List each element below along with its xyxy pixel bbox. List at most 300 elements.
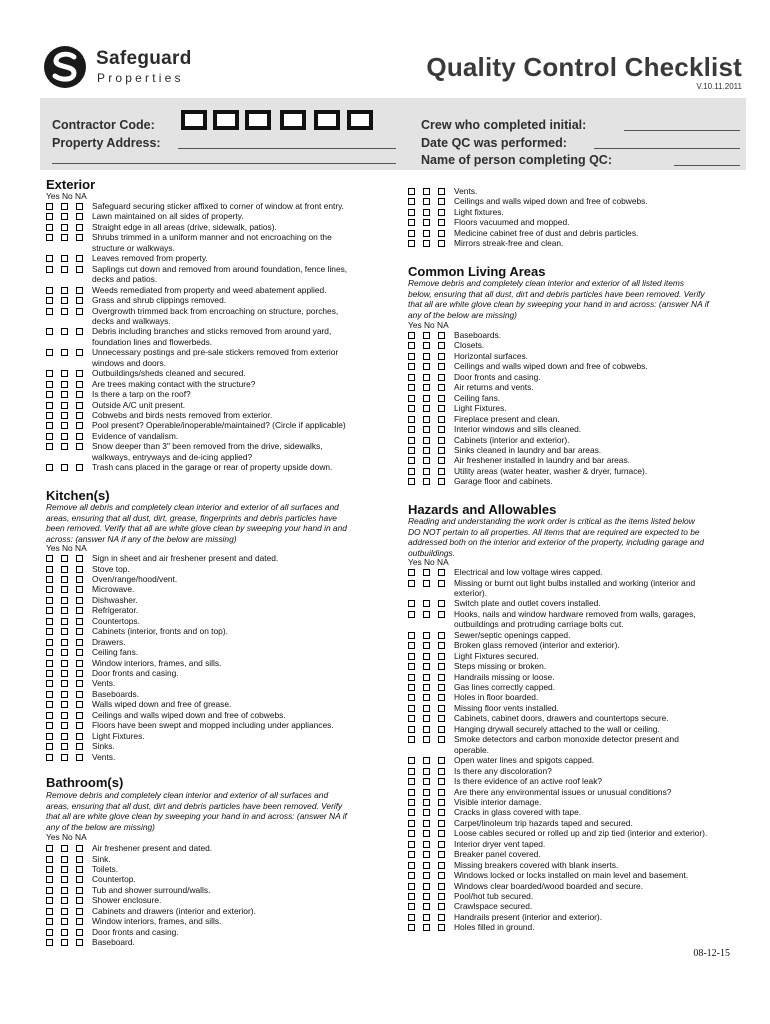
checkbox-no[interactable] (61, 866, 68, 873)
checkbox-na[interactable] (438, 416, 445, 423)
checkbox-no[interactable] (61, 733, 68, 740)
checkbox-na[interactable] (438, 757, 445, 764)
contractor-code-box-2[interactable] (213, 110, 239, 130)
checkbox-na[interactable] (76, 370, 83, 377)
checkbox-yes[interactable] (46, 328, 53, 335)
checkbox-yes[interactable] (408, 384, 415, 391)
checkbox-na[interactable] (438, 437, 445, 444)
checkbox-na[interactable] (438, 363, 445, 370)
checkbox-no[interactable] (423, 715, 430, 722)
checkbox-no[interactable] (61, 691, 68, 698)
checkbox-no[interactable] (423, 914, 430, 921)
checkbox-yes[interactable] (408, 694, 415, 701)
checkbox-no[interactable] (61, 203, 68, 210)
checkbox-no[interactable] (61, 443, 68, 450)
checkbox-no[interactable] (61, 897, 68, 904)
checkbox-no[interactable] (423, 611, 430, 618)
checkbox-na[interactable] (438, 820, 445, 827)
checkbox-na[interactable] (76, 566, 83, 573)
checkbox-yes[interactable] (46, 464, 53, 471)
checkbox-yes[interactable] (408, 468, 415, 475)
checkbox-yes[interactable] (46, 297, 53, 304)
checkbox-no[interactable] (423, 353, 430, 360)
checkbox-na[interactable] (76, 213, 83, 220)
checkbox-no[interactable] (423, 663, 430, 670)
checkbox-na[interactable] (438, 209, 445, 216)
checkbox-yes[interactable] (408, 198, 415, 205)
checkbox-yes[interactable] (46, 939, 53, 946)
checkbox-na[interactable] (76, 722, 83, 729)
checkbox-yes[interactable] (46, 443, 53, 450)
checkbox-na[interactable] (76, 743, 83, 750)
checkbox-no[interactable] (61, 586, 68, 593)
checkbox-yes[interactable] (46, 680, 53, 687)
checkbox-na[interactable] (76, 308, 83, 315)
checkbox-no[interactable] (423, 789, 430, 796)
checkbox-na[interactable] (438, 736, 445, 743)
checkbox-na[interactable] (438, 883, 445, 890)
checkbox-yes[interactable] (46, 660, 53, 667)
checkbox-no[interactable] (423, 405, 430, 412)
checkbox-yes[interactable] (46, 607, 53, 614)
checkbox-yes[interactable] (46, 555, 53, 562)
checkbox-no[interactable] (423, 872, 430, 879)
crew-line[interactable] (624, 130, 740, 131)
checkbox-na[interactable] (438, 600, 445, 607)
checkbox-no[interactable] (61, 234, 68, 241)
checkbox-yes[interactable] (408, 478, 415, 485)
checkbox-yes[interactable] (408, 830, 415, 837)
checkbox-no[interactable] (423, 893, 430, 900)
checkbox-yes[interactable] (408, 416, 415, 423)
checkbox-no[interactable] (423, 726, 430, 733)
checkbox-no[interactable] (61, 308, 68, 315)
checkbox-yes[interactable] (46, 213, 53, 220)
checkbox-yes[interactable] (46, 381, 53, 388)
checkbox-na[interactable] (76, 597, 83, 604)
checkbox-yes[interactable] (408, 663, 415, 670)
checkbox-na[interactable] (438, 872, 445, 879)
checkbox-na[interactable] (76, 443, 83, 450)
checkbox-na[interactable] (438, 778, 445, 785)
checkbox-yes[interactable] (46, 349, 53, 356)
checkbox-no[interactable] (61, 628, 68, 635)
checkbox-no[interactable] (423, 883, 430, 890)
checkbox-no[interactable] (61, 370, 68, 377)
checkbox-no[interactable] (423, 903, 430, 910)
checkbox-yes[interactable] (408, 872, 415, 879)
checkbox-na[interactable] (438, 642, 445, 649)
checkbox-yes[interactable] (408, 914, 415, 921)
checkbox-na[interactable] (76, 576, 83, 583)
checkbox-yes[interactable] (408, 395, 415, 402)
checkbox-na[interactable] (438, 862, 445, 869)
checkbox-yes[interactable] (46, 255, 53, 262)
checkbox-na[interactable] (76, 297, 83, 304)
checkbox-yes[interactable] (408, 642, 415, 649)
checkbox-no[interactable] (423, 219, 430, 226)
checkbox-no[interactable] (423, 674, 430, 681)
checkbox-no[interactable] (423, 374, 430, 381)
checkbox-na[interactable] (438, 684, 445, 691)
checkbox-na[interactable] (76, 649, 83, 656)
checkbox-yes[interactable] (46, 845, 53, 852)
checkbox-no[interactable] (61, 349, 68, 356)
checkbox-no[interactable] (61, 712, 68, 719)
checkbox-na[interactable] (76, 639, 83, 646)
checkbox-yes[interactable] (408, 569, 415, 576)
checkbox-yes[interactable] (46, 287, 53, 294)
checkbox-no[interactable] (61, 845, 68, 852)
checkbox-yes[interactable] (46, 712, 53, 719)
checkbox-na[interactable] (76, 691, 83, 698)
checkbox-no[interactable] (61, 618, 68, 625)
contractor-code-box-1[interactable] (181, 110, 207, 130)
checkbox-na[interactable] (438, 830, 445, 837)
checkbox-no[interactable] (423, 694, 430, 701)
checkbox-yes[interactable] (46, 918, 53, 925)
checkbox-na[interactable] (76, 607, 83, 614)
checkbox-no[interactable] (61, 555, 68, 562)
checkbox-na[interactable] (76, 328, 83, 335)
checkbox-na[interactable] (76, 887, 83, 894)
checkbox-yes[interactable] (408, 437, 415, 444)
checkbox-na[interactable] (76, 897, 83, 904)
checkbox-no[interactable] (423, 209, 430, 216)
checkbox-no[interactable] (423, 447, 430, 454)
checkbox-na[interactable] (76, 402, 83, 409)
checkbox-na[interactable] (76, 555, 83, 562)
checkbox-na[interactable] (76, 680, 83, 687)
checkbox-yes[interactable] (46, 670, 53, 677)
checkbox-no[interactable] (61, 224, 68, 231)
checkbox-no[interactable] (61, 856, 68, 863)
checkbox-yes[interactable] (408, 353, 415, 360)
checkbox-no[interactable] (423, 569, 430, 576)
checkbox-na[interactable] (438, 426, 445, 433)
checkbox-no[interactable] (61, 422, 68, 429)
checkbox-no[interactable] (61, 680, 68, 687)
checkbox-yes[interactable] (408, 653, 415, 660)
checkbox-na[interactable] (438, 799, 445, 806)
checkbox-no[interactable] (423, 924, 430, 931)
checkbox-yes[interactable] (46, 618, 53, 625)
checkbox-yes[interactable] (46, 224, 53, 231)
contractor-code-box-3[interactable] (245, 110, 271, 130)
checkbox-no[interactable] (61, 412, 68, 419)
checkbox-yes[interactable] (408, 332, 415, 339)
checkbox-yes[interactable] (408, 789, 415, 796)
checkbox-na[interactable] (438, 726, 445, 733)
checkbox-na[interactable] (76, 929, 83, 936)
checkbox-yes[interactable] (46, 929, 53, 936)
checkbox-yes[interactable] (408, 363, 415, 370)
checkbox-no[interactable] (423, 778, 430, 785)
checkbox-na[interactable] (438, 219, 445, 226)
checkbox-no[interactable] (423, 426, 430, 433)
checkbox-na[interactable] (438, 478, 445, 485)
checkbox-yes[interactable] (46, 743, 53, 750)
checkbox-na[interactable] (76, 939, 83, 946)
checkbox-yes[interactable] (408, 230, 415, 237)
checkbox-na[interactable] (76, 266, 83, 273)
checkbox-na[interactable] (438, 569, 445, 576)
checkbox-na[interactable] (438, 374, 445, 381)
checkbox-na[interactable] (76, 712, 83, 719)
checkbox-yes[interactable] (46, 422, 53, 429)
checkbox-no[interactable] (61, 887, 68, 894)
checkbox-yes[interactable] (46, 649, 53, 656)
checkbox-no[interactable] (423, 809, 430, 816)
checkbox-no[interactable] (61, 649, 68, 656)
checkbox-no[interactable] (423, 851, 430, 858)
checkbox-na[interactable] (438, 342, 445, 349)
checkbox-no[interactable] (423, 642, 430, 649)
checkbox-na[interactable] (76, 234, 83, 241)
checkbox-na[interactable] (438, 924, 445, 931)
checkbox-no[interactable] (61, 255, 68, 262)
checkbox-na[interactable] (76, 876, 83, 883)
checkbox-na[interactable] (76, 203, 83, 210)
checkbox-yes[interactable] (408, 457, 415, 464)
checkbox-no[interactable] (61, 576, 68, 583)
checkbox-na[interactable] (438, 694, 445, 701)
checkbox-yes[interactable] (408, 809, 415, 816)
checkbox-yes[interactable] (46, 234, 53, 241)
checkbox-na[interactable] (438, 332, 445, 339)
checkbox-no[interactable] (423, 468, 430, 475)
checkbox-no[interactable] (61, 639, 68, 646)
checkbox-yes[interactable] (408, 611, 415, 618)
checkbox-na[interactable] (76, 628, 83, 635)
checkbox-no[interactable] (61, 660, 68, 667)
checkbox-no[interactable] (61, 722, 68, 729)
contractor-code-box-6[interactable] (347, 110, 373, 130)
checkbox-na[interactable] (438, 405, 445, 412)
checkbox-yes[interactable] (408, 405, 415, 412)
checkbox-na[interactable] (76, 670, 83, 677)
checkbox-no[interactable] (61, 701, 68, 708)
checkbox-na[interactable] (438, 789, 445, 796)
checkbox-no[interactable] (423, 188, 430, 195)
checkbox-na[interactable] (76, 433, 83, 440)
checkbox-yes[interactable] (46, 733, 53, 740)
checkbox-yes[interactable] (408, 705, 415, 712)
checkbox-yes[interactable] (408, 426, 415, 433)
checkbox-yes[interactable] (46, 701, 53, 708)
checkbox-yes[interactable] (408, 374, 415, 381)
checkbox-yes[interactable] (408, 841, 415, 848)
checkbox-yes[interactable] (46, 691, 53, 698)
checkbox-no[interactable] (423, 332, 430, 339)
checkbox-no[interactable] (61, 433, 68, 440)
checkbox-yes[interactable] (408, 600, 415, 607)
checkbox-yes[interactable] (46, 908, 53, 915)
checkbox-yes[interactable] (408, 684, 415, 691)
checkbox-yes[interactable] (46, 433, 53, 440)
checkbox-yes[interactable] (408, 768, 415, 775)
checkbox-yes[interactable] (408, 736, 415, 743)
checkbox-na[interactable] (438, 457, 445, 464)
checkbox-no[interactable] (423, 600, 430, 607)
property-address-line-2[interactable] (52, 163, 396, 164)
checkbox-yes[interactable] (408, 632, 415, 639)
checkbox-no[interactable] (423, 230, 430, 237)
checkbox-no[interactable] (423, 384, 430, 391)
checkbox-no[interactable] (61, 876, 68, 883)
checkbox-yes[interactable] (408, 580, 415, 587)
checkbox-yes[interactable] (408, 342, 415, 349)
checkbox-na[interactable] (76, 381, 83, 388)
checkbox-na[interactable] (76, 412, 83, 419)
checkbox-na[interactable] (438, 914, 445, 921)
checkbox-no[interactable] (61, 213, 68, 220)
checkbox-na[interactable] (438, 353, 445, 360)
checkbox-no[interactable] (423, 820, 430, 827)
checkbox-na[interactable] (438, 903, 445, 910)
checkbox-yes[interactable] (46, 576, 53, 583)
checkbox-na[interactable] (76, 733, 83, 740)
checkbox-yes[interactable] (408, 757, 415, 764)
checkbox-no[interactable] (423, 198, 430, 205)
checkbox-na[interactable] (76, 464, 83, 471)
checkbox-yes[interactable] (46, 887, 53, 894)
checkbox-na[interactable] (438, 198, 445, 205)
checkbox-na[interactable] (438, 468, 445, 475)
name-line[interactable] (674, 165, 740, 166)
checkbox-no[interactable] (61, 607, 68, 614)
checkbox-yes[interactable] (46, 754, 53, 761)
checkbox-na[interactable] (76, 660, 83, 667)
checkbox-na[interactable] (438, 384, 445, 391)
checkbox-no[interactable] (423, 240, 430, 247)
checkbox-yes[interactable] (46, 722, 53, 729)
checkbox-na[interactable] (438, 663, 445, 670)
checkbox-na[interactable] (76, 224, 83, 231)
checkbox-yes[interactable] (408, 240, 415, 247)
checkbox-na[interactable] (76, 391, 83, 398)
checkbox-no[interactable] (423, 799, 430, 806)
date-line[interactable] (594, 148, 740, 149)
checkbox-yes[interactable] (408, 447, 415, 454)
checkbox-na[interactable] (76, 349, 83, 356)
checkbox-na[interactable] (76, 255, 83, 262)
checkbox-no[interactable] (423, 768, 430, 775)
checkbox-na[interactable] (438, 395, 445, 402)
checkbox-na[interactable] (438, 632, 445, 639)
checkbox-yes[interactable] (408, 778, 415, 785)
checkbox-na[interactable] (76, 701, 83, 708)
checkbox-no[interactable] (423, 736, 430, 743)
checkbox-no[interactable] (423, 437, 430, 444)
checkbox-na[interactable] (438, 705, 445, 712)
checkbox-yes[interactable] (46, 370, 53, 377)
checkbox-yes[interactable] (408, 209, 415, 216)
checkbox-yes[interactable] (46, 639, 53, 646)
checkbox-no[interactable] (61, 266, 68, 273)
checkbox-yes[interactable] (46, 597, 53, 604)
checkbox-yes[interactable] (46, 402, 53, 409)
checkbox-yes[interactable] (408, 862, 415, 869)
checkbox-no[interactable] (61, 918, 68, 925)
checkbox-na[interactable] (76, 866, 83, 873)
checkbox-yes[interactable] (408, 883, 415, 890)
checkbox-no[interactable] (61, 670, 68, 677)
checkbox-no[interactable] (61, 297, 68, 304)
checkbox-no[interactable] (423, 395, 430, 402)
checkbox-no[interactable] (61, 328, 68, 335)
checkbox-no[interactable] (61, 464, 68, 471)
checkbox-yes[interactable] (408, 188, 415, 195)
checkbox-yes[interactable] (408, 715, 415, 722)
checkbox-no[interactable] (423, 416, 430, 423)
checkbox-no[interactable] (61, 381, 68, 388)
checkbox-na[interactable] (438, 674, 445, 681)
checkbox-na[interactable] (76, 754, 83, 761)
checkbox-yes[interactable] (46, 391, 53, 398)
checkbox-na[interactable] (76, 618, 83, 625)
checkbox-na[interactable] (76, 908, 83, 915)
checkbox-na[interactable] (438, 653, 445, 660)
checkbox-na[interactable] (76, 845, 83, 852)
checkbox-no[interactable] (61, 939, 68, 946)
checkbox-yes[interactable] (46, 308, 53, 315)
property-address-line[interactable] (178, 148, 396, 149)
checkbox-yes[interactable] (46, 586, 53, 593)
contractor-code-box-4[interactable] (280, 110, 306, 130)
checkbox-na[interactable] (438, 893, 445, 900)
checkbox-na[interactable] (438, 611, 445, 618)
checkbox-no[interactable] (423, 684, 430, 691)
checkbox-yes[interactable] (408, 726, 415, 733)
checkbox-no[interactable] (423, 478, 430, 485)
checkbox-no[interactable] (61, 402, 68, 409)
checkbox-yes[interactable] (408, 851, 415, 858)
checkbox-na[interactable] (438, 809, 445, 816)
checkbox-no[interactable] (61, 929, 68, 936)
checkbox-yes[interactable] (408, 903, 415, 910)
checkbox-na[interactable] (76, 856, 83, 863)
checkbox-no[interactable] (61, 287, 68, 294)
checkbox-na[interactable] (76, 287, 83, 294)
checkbox-na[interactable] (438, 580, 445, 587)
checkbox-yes[interactable] (408, 820, 415, 827)
checkbox-no[interactable] (423, 632, 430, 639)
checkbox-yes[interactable] (46, 856, 53, 863)
checkbox-na[interactable] (438, 188, 445, 195)
checkbox-no[interactable] (61, 566, 68, 573)
checkbox-yes[interactable] (408, 924, 415, 931)
checkbox-no[interactable] (423, 342, 430, 349)
checkbox-na[interactable] (76, 586, 83, 593)
checkbox-no[interactable] (61, 391, 68, 398)
checkbox-na[interactable] (438, 851, 445, 858)
checkbox-yes[interactable] (46, 866, 53, 873)
checkbox-yes[interactable] (46, 897, 53, 904)
checkbox-yes[interactable] (408, 674, 415, 681)
checkbox-na[interactable] (438, 768, 445, 775)
checkbox-na[interactable] (438, 230, 445, 237)
checkbox-no[interactable] (423, 830, 430, 837)
checkbox-yes[interactable] (46, 266, 53, 273)
checkbox-na[interactable] (438, 447, 445, 454)
checkbox-no[interactable] (423, 757, 430, 764)
checkbox-no[interactable] (423, 862, 430, 869)
checkbox-na[interactable] (438, 715, 445, 722)
checkbox-yes[interactable] (46, 628, 53, 635)
checkbox-no[interactable] (423, 580, 430, 587)
checkbox-no[interactable] (423, 705, 430, 712)
